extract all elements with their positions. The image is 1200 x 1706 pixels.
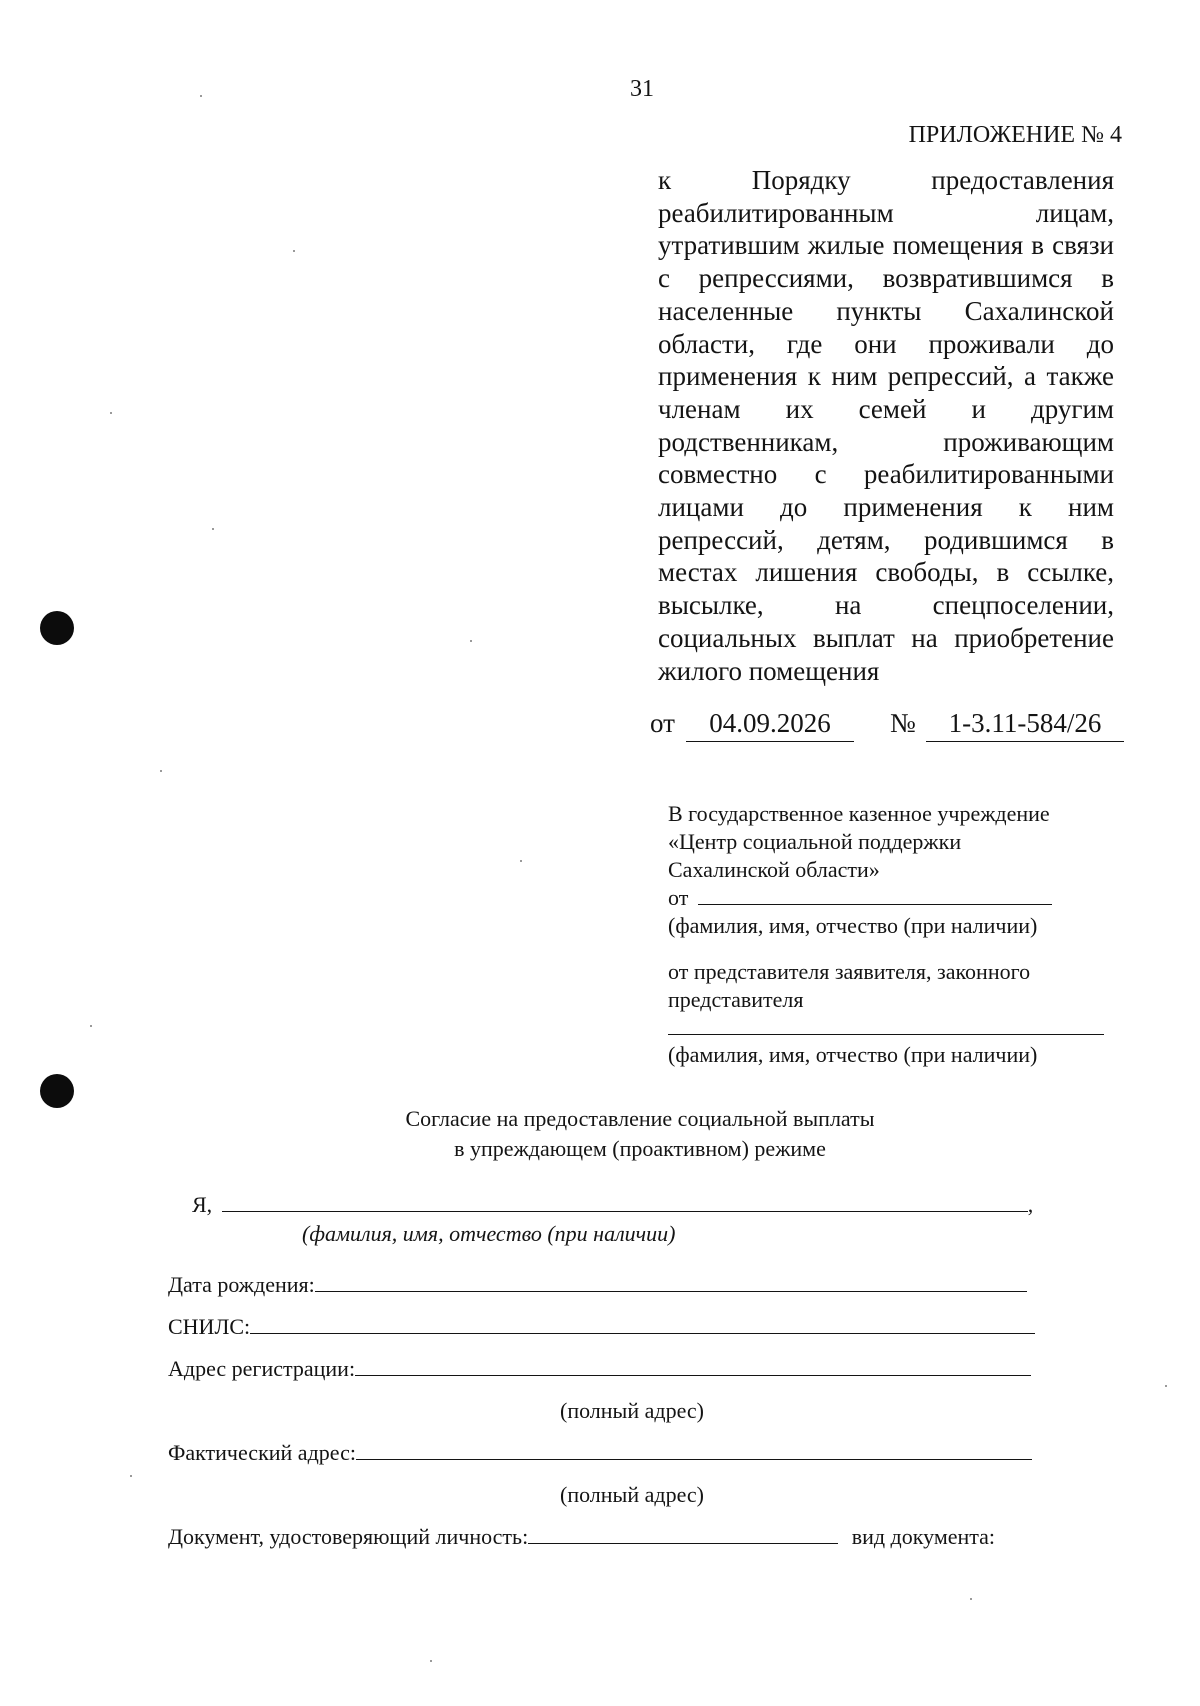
- scan-speck: [1165, 1385, 1167, 1387]
- addressee-line-2: «Центр социальной поддержки: [668, 829, 962, 854]
- applicant-name-hint: (фамилия, имя, отчество (при наличии): [668, 913, 1038, 938]
- actual-address-row: [168, 1440, 1032, 1466]
- i-label: Я,: [192, 1192, 213, 1217]
- scan-speck: [110, 412, 112, 414]
- scan-speck: [90, 1025, 92, 1027]
- registration-address-row: [168, 1356, 1031, 1382]
- scan-speck: [130, 1475, 132, 1477]
- scan-speck: [160, 770, 162, 772]
- snils-field[interactable]: [250, 1315, 1035, 1334]
- representative-name-hint: (фамилия, имя, отчество (при наличии): [668, 1042, 1038, 1067]
- punch-hole-top: [40, 611, 74, 645]
- addressee-line-3: Сахалинской области»: [668, 857, 880, 882]
- id-document-row: [168, 1524, 995, 1550]
- registration-address-hint: (полный адрес): [560, 1398, 704, 1423]
- actual-address-hint: (полный адрес): [560, 1482, 704, 1507]
- actual-address-label: Фактический адрес:: [168, 1440, 356, 1465]
- applicant-row: [192, 1192, 1033, 1218]
- registration-address-label: Адрес регистрации:: [168, 1356, 356, 1381]
- from-label: от: [668, 885, 689, 910]
- applicant-name-field[interactable]: [698, 886, 1052, 905]
- registration-address-field[interactable]: [355, 1357, 1031, 1376]
- consent-title-line-2: в упреждающем (проактивном) режиме: [454, 1136, 826, 1161]
- order-number: 1-3.11-584/26: [926, 708, 1124, 742]
- i-suffix: ,: [1027, 1192, 1034, 1217]
- representative-line-1: от представителя заявителя, законного: [668, 959, 1031, 984]
- scan-speck: [293, 250, 295, 252]
- scan-speck: [430, 1660, 432, 1662]
- applicant-from-row: [668, 884, 1108, 912]
- page-number: 31: [630, 76, 654, 102]
- appendix-description: к Порядку предоставления реабилитированным лицам, утратившим жилые помещения в связи с репрессиями, возвратившимся в населенные пункты Сахалинской области, где они проживали до применения к ним репрессий, а также членам их семей и другим родственникам, проживающим совместно с реабилитированными лицами до применения к ним репрессий, детям, родившимся в местах лишения свободы, в ссылке, высылке, на спецпоселении, социальных выплат на приобретение жилого помещения: [658, 165, 1114, 686]
- birth-date-row: [168, 1272, 1027, 1298]
- actual-address-field[interactable]: [356, 1441, 1032, 1460]
- document-type-label: вид документа:: [851, 1524, 996, 1549]
- representative-name-field[interactable]: [668, 1034, 1104, 1035]
- representative-line-2: представителя: [668, 987, 804, 1012]
- consent-title: [340, 1104, 940, 1164]
- scan-speck: [470, 640, 472, 642]
- applicant-full-name-field[interactable]: [222, 1193, 1028, 1212]
- snils-row: [168, 1314, 1035, 1340]
- snils-label: СНИЛС:: [168, 1314, 251, 1339]
- birth-date-field[interactable]: [315, 1273, 1027, 1292]
- date-label: от: [650, 708, 675, 738]
- consent-title-line-1: Согласие на предоставление социальной выплаты: [405, 1106, 875, 1131]
- punch-hole-bottom: [40, 1074, 74, 1108]
- applicant-full-name-hint: (фамилия, имя, отчество (при наличии): [302, 1221, 676, 1246]
- appendix-title: ПРИЛОЖЕНИЕ № 4: [908, 122, 1122, 148]
- addressee-line-1: В государственное казенное учреждение: [668, 801, 1050, 826]
- scan-speck: [520, 860, 522, 862]
- order-date: 04.09.2026: [686, 708, 854, 742]
- id-document-label: Документ, удостоверяющий личность:: [168, 1524, 529, 1549]
- number-label: №: [890, 708, 916, 738]
- scan-speck: [212, 528, 214, 530]
- birth-date-label: Дата рождения:: [168, 1272, 315, 1297]
- id-document-field[interactable]: [528, 1525, 838, 1544]
- addressee-block: [668, 800, 1108, 1069]
- scan-speck: [970, 1598, 972, 1600]
